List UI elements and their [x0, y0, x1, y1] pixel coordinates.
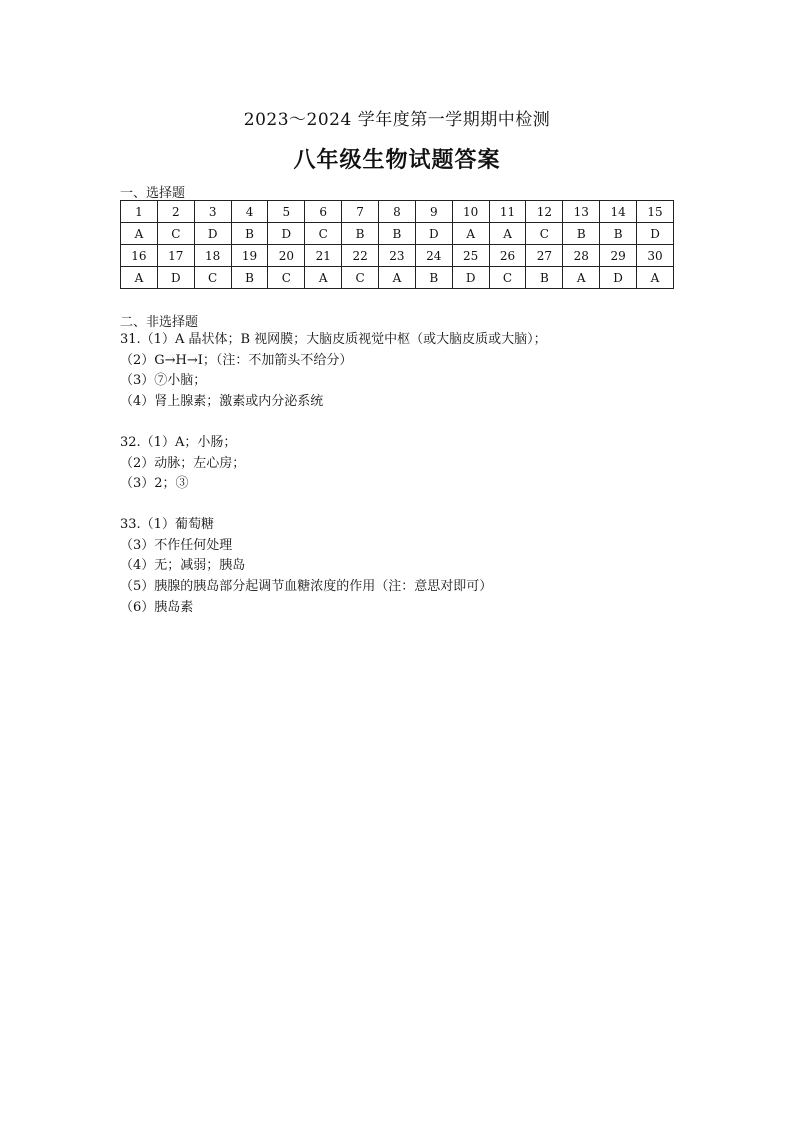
answer-letter-cell: B [563, 223, 600, 245]
question-number-cell: 8 [379, 201, 416, 223]
answer-letter-cell: D [415, 223, 452, 245]
section-heading-nonchoice: 二、非选择题 [120, 315, 199, 330]
answer-letter-cell: A [563, 267, 600, 289]
answer-line: （3）不作任何处理 [120, 537, 233, 553]
answer-letter-cell: B [379, 223, 416, 245]
answer-letter-cell: C [526, 223, 563, 245]
answer-letter-cell: D [194, 223, 231, 245]
question-number-cell: 19 [231, 245, 268, 267]
question-number-cell: 16 [121, 245, 158, 267]
answer-letter-cell: D [268, 223, 305, 245]
answer-letter-cell: B [342, 223, 379, 245]
question-number-cell: 12 [526, 201, 563, 223]
page-title: 八年级生物试题答案 [293, 147, 501, 173]
answer-line: （4）肾上腺素；激素或内分泌系统 [120, 394, 324, 410]
question-number-cell: 26 [489, 245, 526, 267]
answer-letter-row [121, 223, 674, 245]
answer-letter-cell: D [452, 267, 489, 289]
question-number-cell: 10 [452, 201, 489, 223]
answer-letter-cell: B [415, 267, 452, 289]
answer-table-body [121, 201, 674, 289]
question-number-cell: 11 [489, 201, 526, 223]
question-number-cell: 17 [157, 245, 194, 267]
answer-letter-cell: C [268, 267, 305, 289]
answer-letter-cell: B [231, 267, 268, 289]
answer-letter-cell: B [526, 267, 563, 289]
answer-letter-row [121, 267, 674, 289]
question-number-cell: 9 [415, 201, 452, 223]
question-33-answers [120, 515, 492, 619]
answer-letter-cell: D [637, 223, 674, 245]
answer-letter-cell: A [637, 267, 674, 289]
question-number-cell: 4 [231, 201, 268, 223]
answer-letter-cell: C [305, 223, 342, 245]
answer-letter-cell: A [489, 223, 526, 245]
answer-letter-cell: A [379, 267, 416, 289]
answer-line: （3）⑦小脑； [120, 373, 207, 389]
answer-line: 33.（1）葡萄糖 [120, 517, 214, 532]
question-number-cell: 14 [600, 201, 637, 223]
answer-letter-cell: C [489, 267, 526, 289]
question-number-cell: 5 [268, 201, 305, 223]
question-number-cell: 28 [563, 245, 600, 267]
answer-letter-cell: B [600, 223, 637, 245]
choice-answer-table [120, 200, 674, 289]
question-31-answers [120, 330, 547, 413]
exam-subtitle: 2023～2024 学年度第一学期期中检测 [243, 110, 551, 130]
question-32-answers [120, 433, 245, 495]
answer-line: （5）胰腺的胰岛部分起调节血糖浓度的作用（注：意思对即可） [120, 579, 493, 595]
question-number-cell: 29 [600, 245, 637, 267]
answer-letter-cell: A [121, 267, 158, 289]
answer-line: （3）2；③ [120, 476, 189, 492]
answer-letter-cell: B [231, 223, 268, 245]
answer-line: 32.（1）A；小肠； [120, 435, 237, 450]
question-number-cell: 13 [563, 201, 600, 223]
question-number-cell: 30 [637, 245, 674, 267]
answer-line: 31.（1）A 晶状体；B 视网膜；大脑皮质视觉中枢（或大脑皮质或大脑）； [120, 332, 547, 347]
question-number-cell: 24 [415, 245, 452, 267]
question-number-cell: 1 [121, 201, 158, 223]
answer-letter-cell: A [121, 223, 158, 245]
question-number-cell: 25 [452, 245, 489, 267]
answer-letter-cell: A [305, 267, 342, 289]
answer-letter-cell: C [342, 267, 379, 289]
answer-line: （2）G→H→I；（注：不加箭头不给分） [120, 352, 353, 368]
answer-letter-cell: C [157, 223, 194, 245]
question-number-row [121, 245, 674, 267]
question-number-row [121, 201, 674, 223]
question-number-cell: 15 [637, 201, 674, 223]
section-heading-choice: 一、选择题 [120, 186, 186, 201]
question-number-cell: 7 [342, 201, 379, 223]
answer-letter-cell: D [600, 267, 637, 289]
question-number-cell: 22 [342, 245, 379, 267]
question-number-cell: 2 [157, 201, 194, 223]
question-number-cell: 6 [305, 201, 342, 223]
answer-line: （2）动脉；左心房； [120, 455, 246, 471]
answer-line: （4）无；减弱；胰岛 [120, 558, 246, 574]
question-number-cell: 18 [194, 245, 231, 267]
question-number-cell: 20 [268, 245, 305, 267]
question-number-cell: 23 [379, 245, 416, 267]
question-number-cell: 27 [526, 245, 563, 267]
question-number-cell: 3 [194, 201, 231, 223]
answer-letter-cell: D [157, 267, 194, 289]
answer-line: （6）胰岛素 [120, 599, 194, 615]
answer-letter-cell: C [194, 267, 231, 289]
answer-letter-cell: A [452, 223, 489, 245]
question-number-cell: 21 [305, 245, 342, 267]
